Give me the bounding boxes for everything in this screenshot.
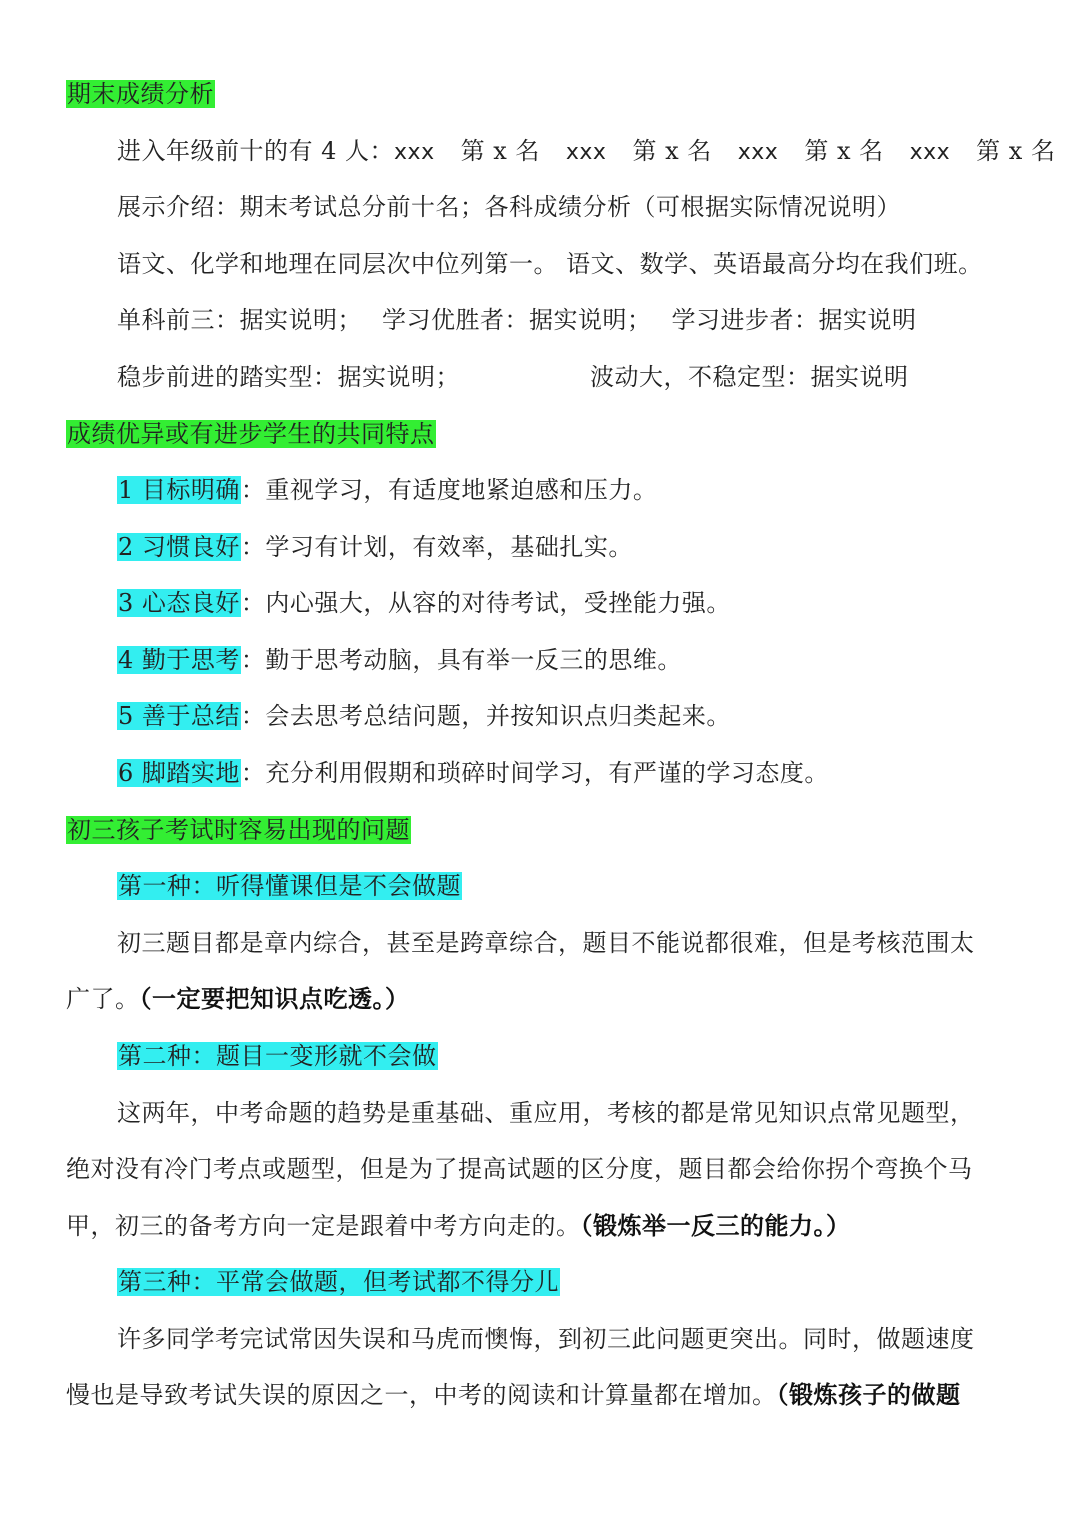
heading-text: 初三孩子考试时容易出现的问题: [67, 816, 410, 844]
trait-text: ：会去思考总结问题，并按知识点归类起来。: [240, 702, 731, 730]
paragraph-text: 慢也是导致考试失误的原因之一，中考的阅读和计算量都在增加。: [66, 1381, 777, 1409]
top10-prefix: 进入年级前十的有 4 人：: [117, 137, 395, 165]
paragraph-text: 甲，初三的备考方向一定是跟着中考方向走的。: [66, 1212, 581, 1240]
paragraph-bold-text: （锻炼举一反三的能力。）: [580, 1211, 851, 1240]
trait-item: [117, 470, 657, 510]
award-item: 学习优胜者：据实说明；: [382, 306, 652, 334]
trait-item: [117, 583, 731, 623]
subjects-text: 语文、化学和地理在同层次中位列第一。 语文、数学、英语最高分均在我们班。: [117, 250, 983, 278]
trait-label: 1 目标明确: [118, 476, 240, 504]
problem-type-title-text: 第三种：平常会做题，但考试都不得分儿: [118, 1268, 559, 1296]
trait-label: 2 习惯良好: [118, 533, 240, 561]
trait-text: ：学习有计划，有效率，基础扎实。: [240, 533, 633, 561]
top10-rank: 第 x 名: [804, 137, 884, 165]
trait-label: 3 心态良好: [118, 589, 240, 617]
paragraph-text: 绝对没有冷门考点或题型，但是为了提高试题的区分度，题目都会给你拐个弯换个马: [66, 1155, 973, 1183]
trait-item: [117, 640, 682, 680]
paragraph-bold-text: （锻炼孩子的做题: [776, 1380, 961, 1409]
section-heading-exam-problems: [66, 810, 411, 850]
heading-text: 期末成绩分析: [67, 80, 214, 108]
paragraph-text: 许多同学考完试常因失误和马虎而懊悔，到初三此问题更突出。同时，做题速度: [117, 1325, 975, 1353]
paragraph-line: [117, 1093, 975, 1133]
types-line: [117, 357, 909, 397]
trait-text: ：充分利用假期和琐碎时间学习，有严谨的学习态度。: [240, 759, 829, 787]
problem-type-title: [117, 1262, 560, 1302]
problem-type-title-text: 第一种：听得懂课但是不会做题: [118, 872, 461, 900]
trait-label: 5 善于总结: [118, 702, 240, 730]
top10-name: xxx: [394, 140, 435, 165]
problem-type-title-text: 第二种：题目一变形就不会做: [118, 1042, 437, 1070]
award-item: 学习进步者：据实说明: [671, 306, 917, 334]
top10-name: xxx: [737, 140, 779, 165]
subjects-line: [117, 244, 983, 284]
top10-rank: 第 x 名: [460, 137, 540, 165]
problem-type-title: [117, 866, 462, 906]
heading-text: 成绩优异或有进步学生的共同特点: [67, 420, 435, 448]
paragraph-line: [66, 1375, 961, 1415]
type-item: 稳步前进的踏实型：据实说明；: [117, 363, 460, 391]
type-item: 波动大，不稳定型：据实说明: [590, 363, 909, 391]
top10-line: [117, 131, 1055, 171]
award-item: 单科前三：据实说明；: [117, 306, 362, 334]
trait-item: [117, 527, 633, 567]
trait-item: [117, 696, 731, 736]
paragraph-line: [66, 1149, 973, 1189]
top10-rank: 第 x 名: [632, 137, 712, 165]
problem-type-title: [117, 1036, 438, 1076]
trait-item: [117, 753, 829, 793]
top10-name: xxx: [565, 140, 607, 165]
paragraph-text: 初三题目都是章内综合，甚至是跨章综合，题目不能说都很难，但是考核范围太: [117, 929, 975, 957]
section-heading-common-traits: [66, 414, 436, 454]
trait-text: ：内心强大，从容的对待考试，受挫能力强。: [240, 589, 731, 617]
trait-text: ：勤于思考动脑，具有举一反三的思维。: [240, 646, 682, 674]
awards-line: [117, 300, 917, 340]
trait-label: 4 勤于思考: [118, 646, 240, 674]
trait-label: 6 脚踏实地: [118, 759, 240, 787]
paragraph-text: 广了。: [66, 985, 140, 1013]
paragraph-text: 这两年，中考命题的趋势是重基础、重应用，考核的都是常见知识点常见题型，: [117, 1099, 975, 1127]
paragraph-line: [117, 923, 975, 963]
section-heading-final-exam: [66, 74, 215, 114]
trait-text: ：重视学习，有适度地紧迫感和压力。: [240, 476, 658, 504]
intro-text: 展示介绍：期末考试总分前十名；各科成绩分析（可根据实际情况说明）: [117, 193, 901, 221]
paragraph-line: [66, 979, 410, 1019]
top10-name: xxx: [909, 140, 951, 165]
paragraph-bold-text: （一定要把知识点吃透。）: [139, 984, 410, 1013]
intro-line: [117, 187, 901, 227]
paragraph-line: [66, 1206, 851, 1246]
top10-rank: 第 x 名: [976, 137, 1056, 165]
paragraph-line: [117, 1319, 975, 1359]
